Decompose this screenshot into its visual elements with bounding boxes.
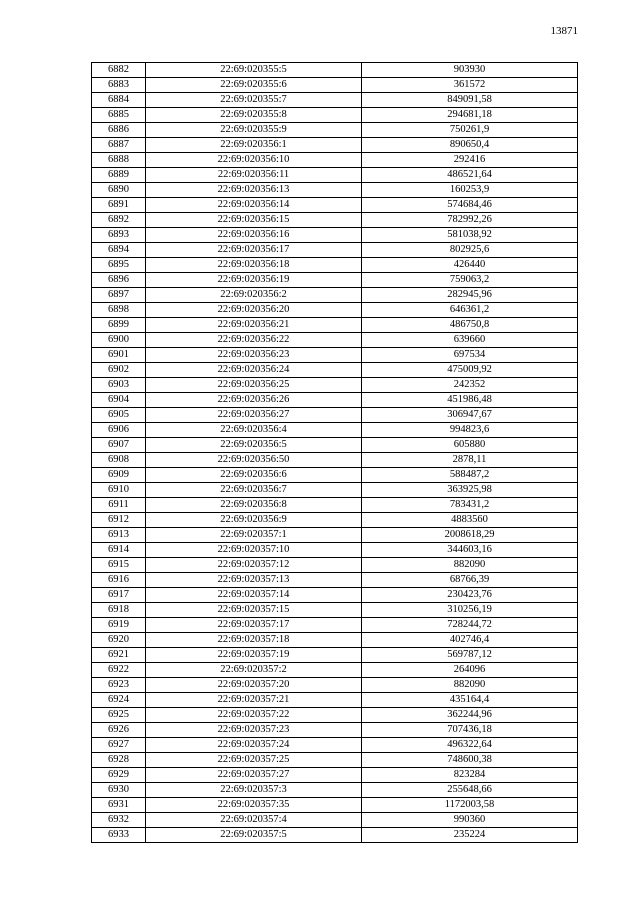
cadastral-number-cell: 22:69:020357:10: [146, 543, 362, 558]
table-row: [92, 828, 578, 843]
cadastral-number-cell: 22:69:020357:12: [146, 558, 362, 573]
row-number-cell: 6929: [92, 768, 146, 783]
value-cell: 451986,48: [362, 393, 578, 408]
page-number: 13871: [550, 25, 578, 37]
cadastral-number-cell: 22:69:020356:50: [146, 453, 362, 468]
table-row: [92, 498, 578, 513]
table-row: [92, 693, 578, 708]
value-cell: 748600,38: [362, 753, 578, 768]
row-number-cell: 6924: [92, 693, 146, 708]
row-number-cell: 6928: [92, 753, 146, 768]
cadastral-number-cell: 22:69:020356:25: [146, 378, 362, 393]
value-cell: 605880: [362, 438, 578, 453]
value-cell: 496322,64: [362, 738, 578, 753]
cadastral-number-cell: 22:69:020357:5: [146, 828, 362, 843]
value-cell: 588487,2: [362, 468, 578, 483]
row-number-cell: 6910: [92, 483, 146, 498]
table-row: [92, 663, 578, 678]
cadastral-number-cell: 22:69:020356:5: [146, 438, 362, 453]
table-row: [92, 768, 578, 783]
row-number-cell: 6900: [92, 333, 146, 348]
value-cell: 160253,9: [362, 183, 578, 198]
value-cell: 849091,58: [362, 93, 578, 108]
cadastral-number-cell: 22:69:020356:18: [146, 258, 362, 273]
value-cell: 759063,2: [362, 273, 578, 288]
row-number-cell: 6896: [92, 273, 146, 288]
row-number-cell: 6921: [92, 648, 146, 663]
table-row: [92, 483, 578, 498]
cadastral-number-cell: 22:69:020356:17: [146, 243, 362, 258]
cadastral-value-table: [91, 62, 578, 843]
row-number-cell: 6894: [92, 243, 146, 258]
value-cell: 903930: [362, 63, 578, 78]
cadastral-number-cell: 22:69:020357:15: [146, 603, 362, 618]
table-row: [92, 393, 578, 408]
cadastral-number-cell: 22:69:020356:22: [146, 333, 362, 348]
value-cell: 728244,72: [362, 618, 578, 633]
cadastral-number-cell: 22:69:020356:6: [146, 468, 362, 483]
cadastral-number-cell: 22:69:020357:1: [146, 528, 362, 543]
cadastral-number-cell: 22:69:020357:23: [146, 723, 362, 738]
cadastral-number-cell: 22:69:020357:20: [146, 678, 362, 693]
cadastral-number-cell: 22:69:020357:4: [146, 813, 362, 828]
table-row: [92, 753, 578, 768]
row-number-cell: 6932: [92, 813, 146, 828]
value-cell: 255648,66: [362, 783, 578, 798]
table-row: [92, 168, 578, 183]
row-number-cell: 6889: [92, 168, 146, 183]
row-number-cell: 6933: [92, 828, 146, 843]
value-cell: 242352: [362, 378, 578, 393]
value-cell: 264096: [362, 663, 578, 678]
value-cell: 306947,67: [362, 408, 578, 423]
table-row: [92, 453, 578, 468]
table-row: [92, 618, 578, 633]
row-number-cell: 6884: [92, 93, 146, 108]
cadastral-number-cell: 22:69:020356:9: [146, 513, 362, 528]
value-cell: 426440: [362, 258, 578, 273]
table-row: [92, 588, 578, 603]
value-cell: 486750,8: [362, 318, 578, 333]
table-row: [92, 348, 578, 363]
cadastral-number-cell: 22:69:020357:13: [146, 573, 362, 588]
value-cell: 310256,19: [362, 603, 578, 618]
value-cell: 230423,76: [362, 588, 578, 603]
value-cell: 707436,18: [362, 723, 578, 738]
row-number-cell: 6908: [92, 453, 146, 468]
table-row: [92, 678, 578, 693]
row-number-cell: 6918: [92, 603, 146, 618]
cadastral-number-cell: 22:69:020357:25: [146, 753, 362, 768]
cadastral-number-cell: 22:69:020355:9: [146, 123, 362, 138]
value-cell: 750261,9: [362, 123, 578, 138]
cadastral-number-cell: 22:69:020356:11: [146, 168, 362, 183]
value-cell: 363925,98: [362, 483, 578, 498]
row-number-cell: 6904: [92, 393, 146, 408]
table-row: [92, 288, 578, 303]
row-number-cell: 6902: [92, 363, 146, 378]
value-cell: 292416: [362, 153, 578, 168]
value-cell: 235224: [362, 828, 578, 843]
value-cell: 994823,6: [362, 423, 578, 438]
value-cell: 990360: [362, 813, 578, 828]
cadastral-number-cell: 22:69:020357:2: [146, 663, 362, 678]
value-cell: 882090: [362, 558, 578, 573]
table-row: [92, 333, 578, 348]
table-row: [92, 243, 578, 258]
value-cell: 68766,39: [362, 573, 578, 588]
row-number-cell: 6905: [92, 408, 146, 423]
cadastral-number-cell: 22:69:020356:19: [146, 273, 362, 288]
table-row: [92, 273, 578, 288]
table-row: [92, 513, 578, 528]
table-row: [92, 708, 578, 723]
table-row: [92, 303, 578, 318]
row-number-cell: 6927: [92, 738, 146, 753]
value-cell: 2008618,29: [362, 528, 578, 543]
table-row: [92, 228, 578, 243]
value-cell: 882090: [362, 678, 578, 693]
cadastral-number-cell: 22:69:020356:24: [146, 363, 362, 378]
cadastral-number-cell: 22:69:020357:19: [146, 648, 362, 663]
table-row: [92, 558, 578, 573]
value-cell: 783431,2: [362, 498, 578, 513]
value-cell: 362244,96: [362, 708, 578, 723]
row-number-cell: 6909: [92, 468, 146, 483]
table-row: [92, 738, 578, 753]
value-cell: 581038,92: [362, 228, 578, 243]
cadastral-number-cell: 22:69:020355:8: [146, 108, 362, 123]
row-number-cell: 6893: [92, 228, 146, 243]
table-row: [92, 648, 578, 663]
cadastral-number-cell: 22:69:020357:3: [146, 783, 362, 798]
cadastral-number-cell: 22:69:020356:27: [146, 408, 362, 423]
row-number-cell: 6917: [92, 588, 146, 603]
cadastral-number-cell: 22:69:020357:22: [146, 708, 362, 723]
row-number-cell: 6892: [92, 213, 146, 228]
table-row: [92, 138, 578, 153]
table-row: [92, 198, 578, 213]
row-number-cell: 6907: [92, 438, 146, 453]
cadastral-number-cell: 22:69:020356:23: [146, 348, 362, 363]
value-cell: 435164,4: [362, 693, 578, 708]
cadastral-number-cell: 22:69:020356:10: [146, 153, 362, 168]
value-cell: 402746,4: [362, 633, 578, 648]
table-row: [92, 798, 578, 813]
table-row: [92, 543, 578, 558]
value-cell: 486521,64: [362, 168, 578, 183]
table-row: [92, 93, 578, 108]
value-cell: 361572: [362, 78, 578, 93]
row-number-cell: 6919: [92, 618, 146, 633]
value-cell: 697534: [362, 348, 578, 363]
cadastral-number-cell: 22:69:020357:24: [146, 738, 362, 753]
row-number-cell: 6914: [92, 543, 146, 558]
cadastral-number-cell: 22:69:020357:18: [146, 633, 362, 648]
cadastral-number-cell: 22:69:020357:14: [146, 588, 362, 603]
table-row: [92, 423, 578, 438]
value-cell: 294681,18: [362, 108, 578, 123]
value-cell: 569787,12: [362, 648, 578, 663]
table-row: [92, 813, 578, 828]
row-number-cell: 6906: [92, 423, 146, 438]
row-number-cell: 6885: [92, 108, 146, 123]
row-number-cell: 6901: [92, 348, 146, 363]
row-number-cell: 6922: [92, 663, 146, 678]
table-row: [92, 528, 578, 543]
row-number-cell: 6926: [92, 723, 146, 738]
row-number-cell: 6899: [92, 318, 146, 333]
table-row: [92, 63, 578, 78]
table-row: [92, 783, 578, 798]
cadastral-number-cell: 22:69:020356:15: [146, 213, 362, 228]
value-cell: 646361,2: [362, 303, 578, 318]
cadastral-number-cell: 22:69:020356:26: [146, 393, 362, 408]
row-number-cell: 6911: [92, 498, 146, 513]
row-number-cell: 6887: [92, 138, 146, 153]
table-row: [92, 408, 578, 423]
table-row: [92, 363, 578, 378]
cadastral-number-cell: 22:69:020356:4: [146, 423, 362, 438]
value-cell: 639660: [362, 333, 578, 348]
table-row: [92, 603, 578, 618]
cadastral-number-cell: 22:69:020357:35: [146, 798, 362, 813]
row-number-cell: 6925: [92, 708, 146, 723]
row-number-cell: 6882: [92, 63, 146, 78]
row-number-cell: 6930: [92, 783, 146, 798]
table-row: [92, 318, 578, 333]
row-number-cell: 6931: [92, 798, 146, 813]
cadastral-number-cell: 22:69:020356:20: [146, 303, 362, 318]
cadastral-number-cell: 22:69:020356:2: [146, 288, 362, 303]
row-number-cell: 6897: [92, 288, 146, 303]
row-number-cell: 6883: [92, 78, 146, 93]
cadastral-number-cell: 22:69:020356:21: [146, 318, 362, 333]
row-number-cell: 6916: [92, 573, 146, 588]
table-row: [92, 723, 578, 738]
row-number-cell: 6903: [92, 378, 146, 393]
cadastral-number-cell: 22:69:020357:27: [146, 768, 362, 783]
table-row: [92, 183, 578, 198]
cadastral-number-cell: 22:69:020355:5: [146, 63, 362, 78]
cadastral-number-cell: 22:69:020355:6: [146, 78, 362, 93]
row-number-cell: 6923: [92, 678, 146, 693]
table-row: [92, 573, 578, 588]
value-cell: 1172003,58: [362, 798, 578, 813]
row-number-cell: 6886: [92, 123, 146, 138]
table-row: [92, 378, 578, 393]
row-number-cell: 6898: [92, 303, 146, 318]
value-cell: 2878,11: [362, 453, 578, 468]
table-row: [92, 213, 578, 228]
row-number-cell: 6913: [92, 528, 146, 543]
row-number-cell: 6891: [92, 198, 146, 213]
value-cell: 282945,96: [362, 288, 578, 303]
value-cell: 4883560: [362, 513, 578, 528]
table-row: [92, 258, 578, 273]
row-number-cell: 6888: [92, 153, 146, 168]
table-row: [92, 153, 578, 168]
table-row: [92, 438, 578, 453]
value-cell: 475009,92: [362, 363, 578, 378]
table-row: [92, 78, 578, 93]
cadastral-number-cell: 22:69:020356:16: [146, 228, 362, 243]
table-row: [92, 123, 578, 138]
cadastral-number-cell: 22:69:020357:17: [146, 618, 362, 633]
value-cell: 823284: [362, 768, 578, 783]
cadastral-number-cell: 22:69:020356:13: [146, 183, 362, 198]
value-cell: 802925,6: [362, 243, 578, 258]
cadastral-number-cell: 22:69:020356:7: [146, 483, 362, 498]
cadastral-number-cell: 22:69:020356:1: [146, 138, 362, 153]
row-number-cell: 6915: [92, 558, 146, 573]
value-cell: 782992,26: [362, 213, 578, 228]
table-row: [92, 633, 578, 648]
table-row: [92, 468, 578, 483]
row-number-cell: 6890: [92, 183, 146, 198]
value-cell: 344603,16: [362, 543, 578, 558]
cadastral-number-cell: 22:69:020356:8: [146, 498, 362, 513]
value-cell: 574684,46: [362, 198, 578, 213]
cadastral-number-cell: 22:69:020357:21: [146, 693, 362, 708]
row-number-cell: 6895: [92, 258, 146, 273]
row-number-cell: 6912: [92, 513, 146, 528]
table-body: [92, 63, 578, 843]
row-number-cell: 6920: [92, 633, 146, 648]
cadastral-number-cell: 22:69:020356:14: [146, 198, 362, 213]
cadastral-number-cell: 22:69:020355:7: [146, 93, 362, 108]
value-cell: 890650,4: [362, 138, 578, 153]
table-row: [92, 108, 578, 123]
